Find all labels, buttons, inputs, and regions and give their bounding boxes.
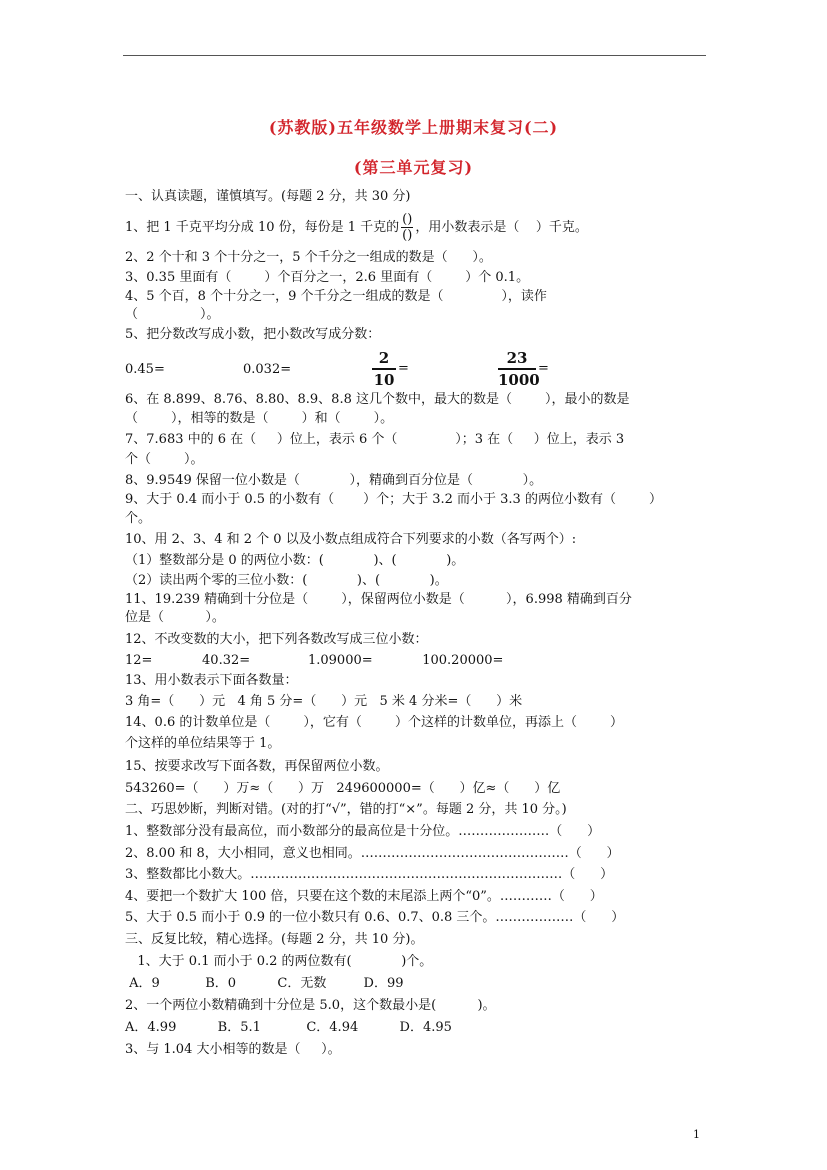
choice-3: 3、与 1.04 大小相等的数是（ ）。: [125, 1042, 341, 1057]
choice-2: 2、一个两位小数精确到十分位是 5.0，这个数最小是( )。: [125, 998, 496, 1013]
judge-1: 1、整数部分没有最高位，而小数部分的最高位是十分位。…………………（ ）: [125, 824, 601, 839]
question-10: 10、用 2、3、4 和 2 个 0 以及小数点组成符合下列要求的小数（各写两个）:: [125, 532, 577, 547]
question-10-part-1: （1）整数部分是 0 的两位小数：( )、( )。: [125, 553, 465, 568]
page-number: 1: [693, 1128, 700, 1141]
judge-2: 2、8.00 和 8，大小相同，意义也相同。…………………………………………（ ）: [125, 846, 620, 861]
question-8: 8、9.9549 保留一位小数是（ ），精确到百分位是（ ）。: [125, 473, 543, 488]
question-5: 5、把分数改写成小数，把小数改写成分数：: [125, 327, 381, 342]
question-14-line-1: 14、0.6 的计数单位是（ ），它有（ ）个这样的计数单位，再添上（ ）: [125, 715, 624, 730]
question-9-line-2: 个。: [125, 511, 152, 526]
question-7-line-1: 7、7.683 中的 6 在（ ）位上，表示 6 个（ ）；3 在（ ）位上，表示 3: [125, 432, 625, 447]
section-3-heading: 三、反复比较，精心选择。(每题 2 分，共 10 分)。: [125, 932, 424, 947]
question-15-values: 543260=（ ）万≈（ ）万 249600000=（ ）亿≈（ ）亿: [125, 781, 561, 796]
question-6-line-1: 6、在 8.899、8.76、8.80、8.9、8.8 这几个数中，最大的数是（ ），最小的数是: [125, 392, 630, 407]
section-1-heading: 一、认真读题，谨慎填写。(每题 2 分，共 30 分): [125, 189, 411, 204]
question-4-line-2: （ ）。: [125, 307, 220, 322]
choice-1-options: A．9 B．0 C．无数 D．99: [125, 976, 404, 991]
fraction: $\frac{()}{()}$: [402, 212, 413, 243]
question-2: 2、2 个十和 3 个十分之一，5 个千分之一组成的数是（ ）。: [125, 250, 492, 265]
choice-2-options: A．4.99 B．5.1 C．4.94 D．4.95: [125, 1020, 452, 1035]
judge-5: 5、大于 0.5 而小于 0.9 的一位小数只有 0.6、0.7、0.8 三个。………………（ ）: [125, 910, 625, 925]
q5-equals-2: =: [538, 361, 549, 376]
question-4-line-1: 4、5 个百，8 个十分之一，9 个千分之一组成的数是（ ），读作: [125, 289, 547, 304]
section-2-heading: 二、巧思妙断，判断对错。(对的打“√”，错的打“×”。每题 2 分，共 10 分。): [125, 802, 567, 817]
question-9-line-1: 9、大于 0.4 而小于 0.5 的小数有（ ）个；大于 3.2 而小于 3.3 的两位小数有（ ）: [125, 492, 663, 507]
judge-3: 3、整数都比小数大。………………………………………………………………（ ）: [125, 867, 614, 882]
question-7-line-2: 个（ ）。: [125, 452, 204, 467]
q5-item-a: 0.45=: [125, 362, 165, 377]
q5-fraction-2: $\frac{23}{1000}$: [498, 349, 540, 389]
header-rule: [123, 55, 706, 56]
question-11-line-1: 11、19.239 精确到十分位是（ ），保留两位小数是（ ），6.998 精确到百分: [125, 592, 632, 607]
q5-item-b: 0.032=: [243, 362, 292, 377]
question-10-part-2: （2）读出两个零的三位小数：( )、( )。: [125, 573, 448, 588]
question-12-values: 12= 40.32= 1.09000= 100.20000=: [125, 653, 504, 668]
question-1: 1、把 1 千克平均分成 10 份，每份是 1 千克的 $\frac{()}{()}$ ，用小数表示是（ ）千克。: [125, 212, 588, 243]
page-title: (苏教版)五年级数学上册期末复习(二): [268, 118, 559, 137]
choice-1: 1、大于 0.1 而小于 0.2 的两位数有( )个。: [125, 954, 433, 969]
page-subtitle: (第三单元复习): [353, 158, 474, 177]
question-12: 12、不改变数的大小，把下列各数改写成三位小数：: [125, 632, 428, 647]
judge-4: 4、要把一个数扩大 100 倍，只要在这个数的末尾添上两个“0”。…………（ ）: [125, 889, 603, 904]
question-14-line-2: 个这样的单位结果等于 1。: [125, 736, 281, 751]
question-6-line-2: （ ），相等的数是（ ）和（ ）。: [125, 411, 394, 426]
q5-equals-1: =: [398, 361, 409, 376]
question-13-values: 3 角=（ ）元 4 角 5 分=（ ）元 5 米 4 分米=（ ）米: [125, 694, 523, 709]
q5-fraction-1: $\frac{2}{10}$: [373, 349, 395, 389]
question-11-line-2: 位是（ ）。: [125, 610, 225, 625]
question-3: 3、0.35 里面有（ ）个百分之一，2.6 里面有（ ）个 0.1。: [125, 270, 530, 285]
question-13: 13、用小数表示下面各数量：: [125, 673, 298, 688]
question-15: 15、按要求改写下面各数，再保留两位小数。: [125, 759, 389, 774]
